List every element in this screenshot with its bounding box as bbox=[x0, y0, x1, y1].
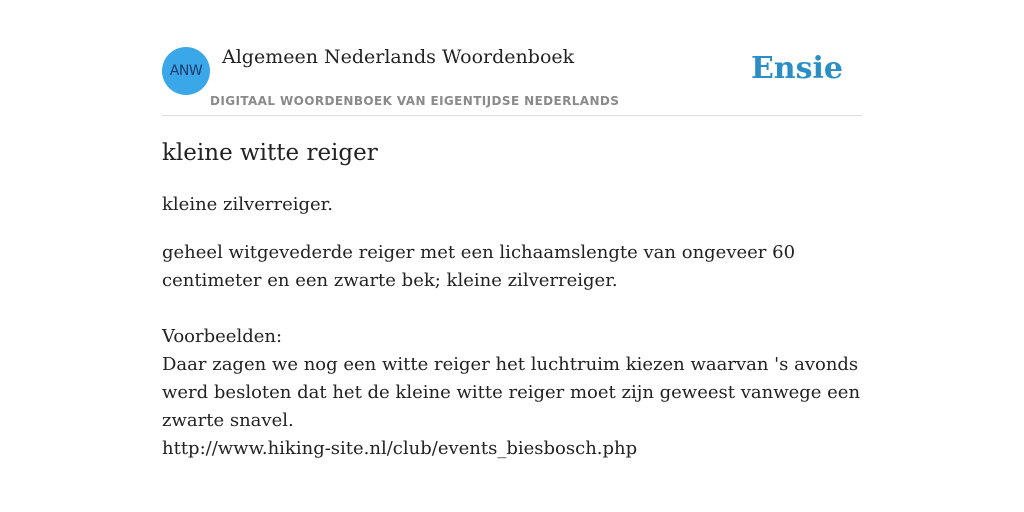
example-text: Daar zagen we nog een witte reiger het luchtruim kiezen waarvan 's avonds werd besloten dat het de kleine witte reiger moet zijn geweest vanwege een zwarte snavel. bbox=[162, 354, 861, 431]
site-subtitle: DIGITAAL WOORDENBOEK VAN EIGENTIJDSE NEDERLANDS bbox=[210, 94, 620, 108]
logo-text: ANW bbox=[169, 63, 203, 79]
long-definition: geheel witgevederde reiger met een lichaamslengte van ongeveer 60 centimeter en een zwarte bek; kleine zilverreiger. bbox=[162, 242, 796, 291]
site-title[interactable]: Algemeen Nederlands Woordenboek bbox=[222, 46, 575, 68]
anw-logo[interactable] bbox=[162, 47, 210, 95]
examples-label: Voorbeelden: bbox=[162, 326, 283, 347]
entry-title: kleine witte reiger bbox=[162, 140, 378, 166]
short-definition: kleine zilverreiger. bbox=[162, 194, 333, 215]
page-container bbox=[162, 0, 862, 459]
ensie-brand-logo[interactable]: Ensie bbox=[750, 51, 843, 86]
site-header bbox=[162, 0, 862, 116]
example-source: http://www.hiking-site.nl/club/events_biesbosch.php bbox=[162, 438, 638, 459]
